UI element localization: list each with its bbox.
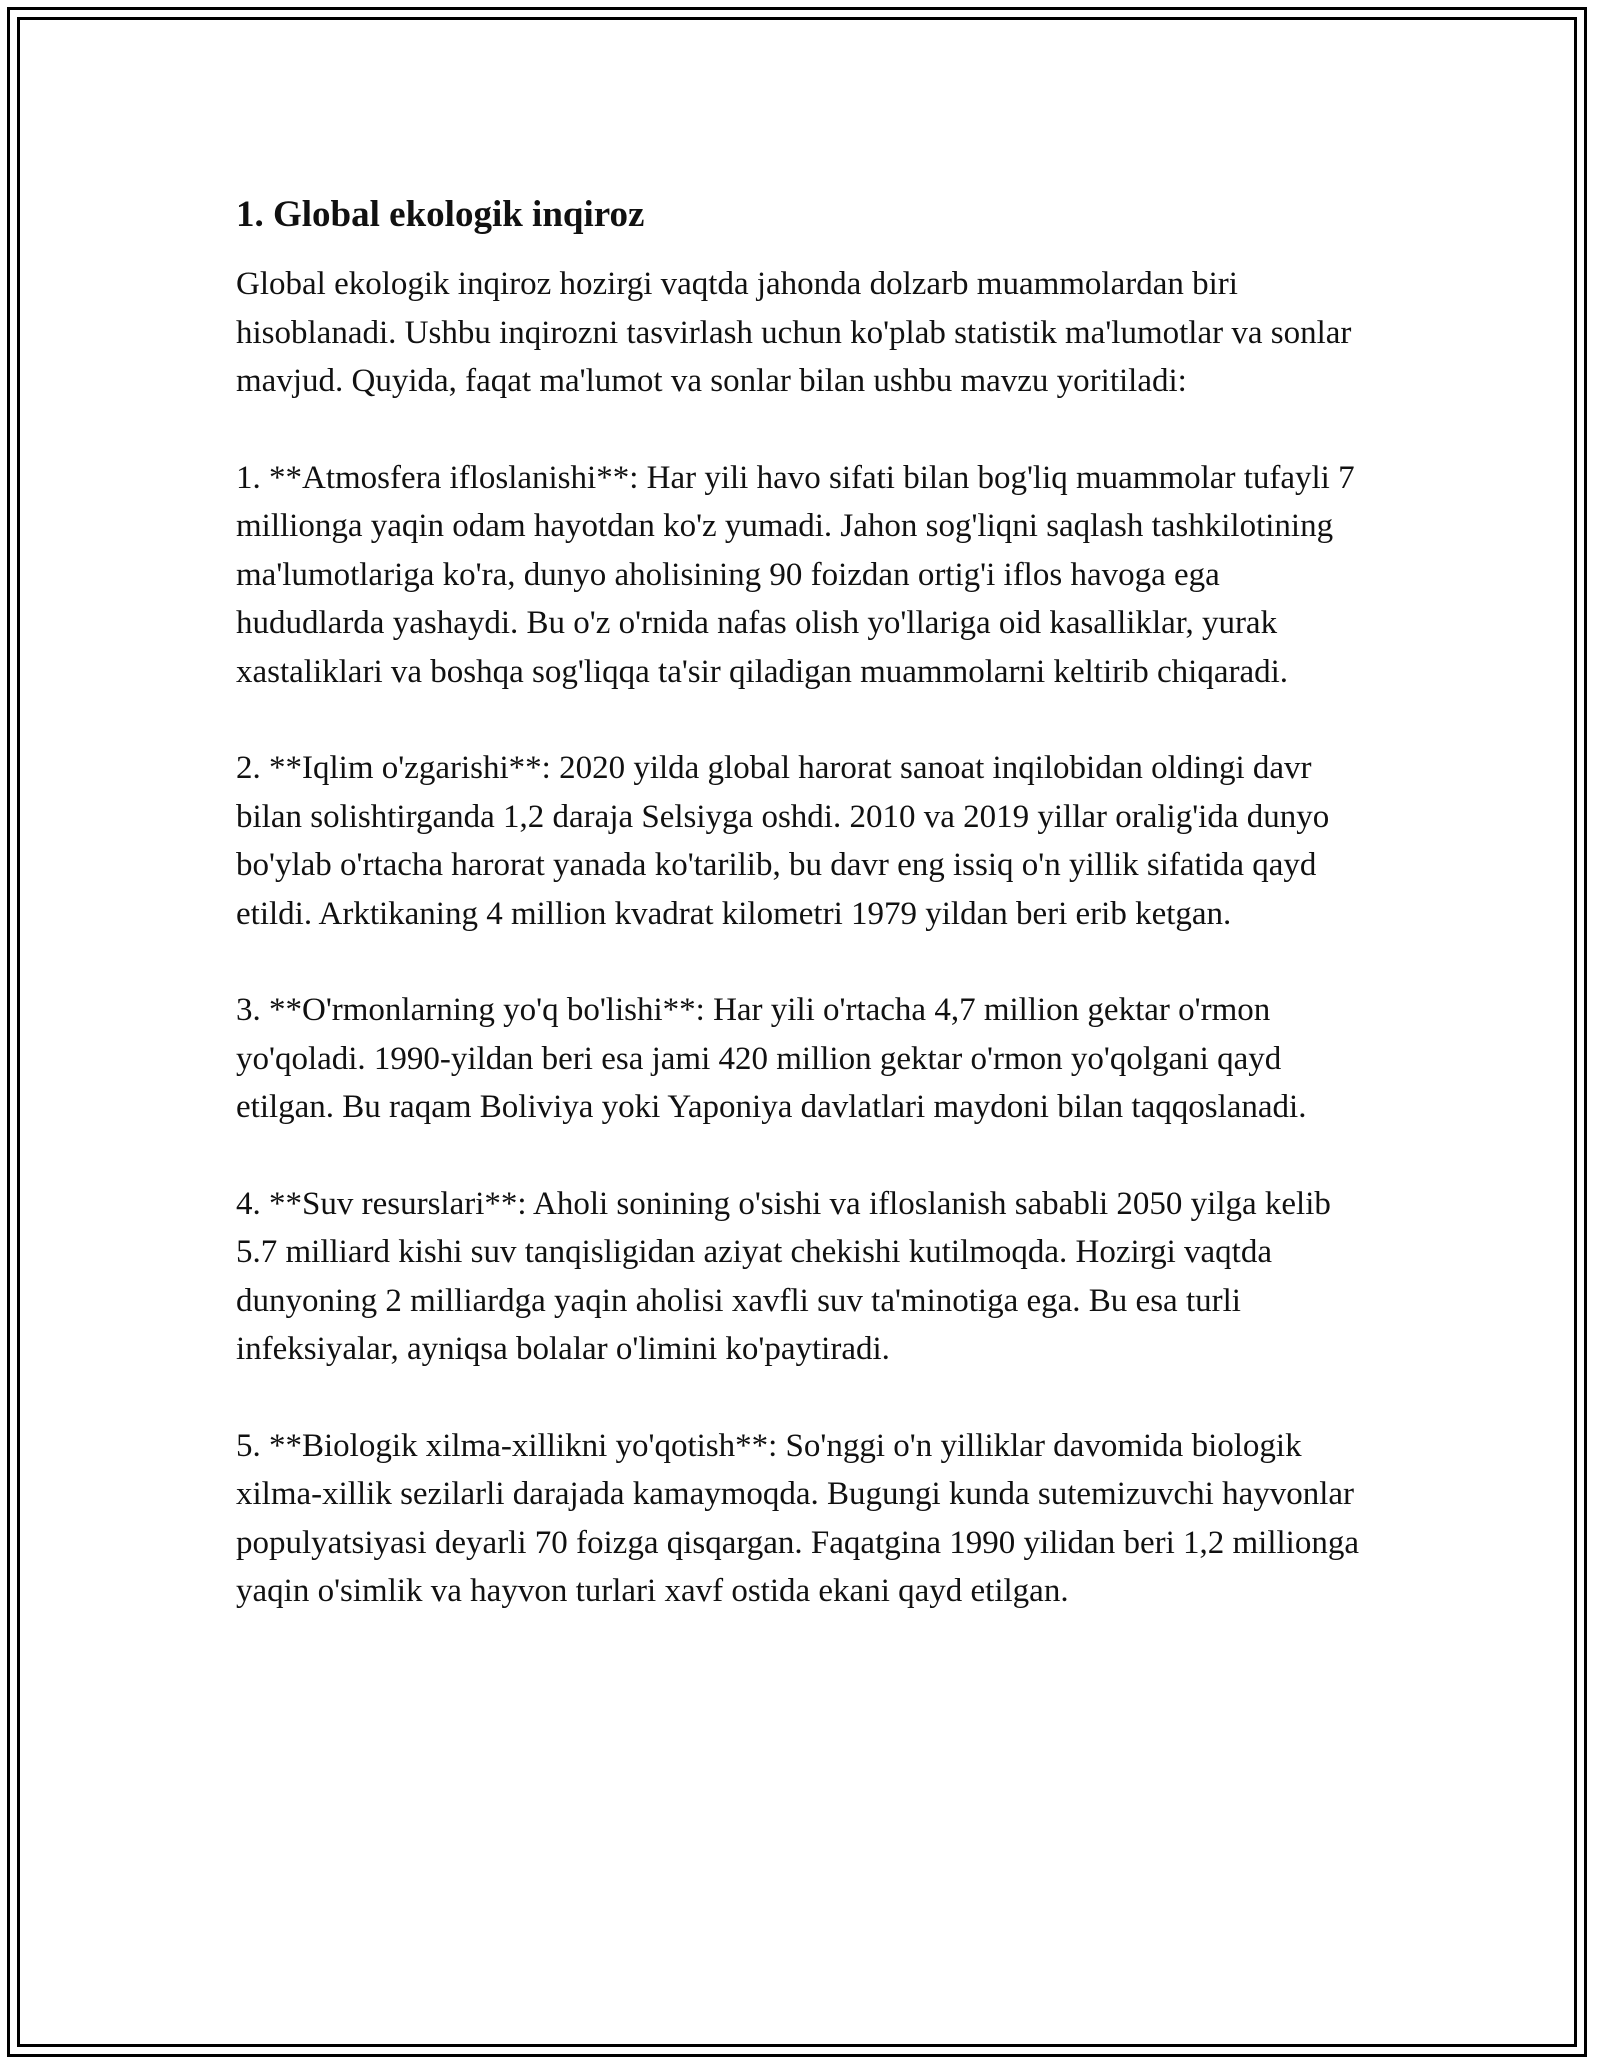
paragraph-deforestation: 3. **O'rmonlarning yo'q bo'lishi**: Har yili o'rtacha 4,7 million gektar o'rmon yo'qoladi. 1990-yildan beri esa jami 420 million gektar o'rmon yo'qolgani qayd etilgan. Bu raqam Boliviya yoki Yaponiya davlatlari maydoni bilan taqqoslanadi.: [236, 992, 1307, 1125]
paragraph-biodiversity-loss: 5. **Biologik xilma-xillikni yo'qotish**: So'nggi o'n yilliklar davomida biologik xilma-xillik sezilarli darajada kamaymoqda. Bugungi kunda sutemizuvchi hayvonlar populyatsiyasi deyarli 70 foizga qisqargan. Faqatgina 1990 yilidan beri 1,2 millionga yaqin o'simlik va hayvon turlari xavf ostida ekani qayd etilgan.: [236, 1427, 1359, 1609]
paragraph-atmosphere-pollution: 1. **Atmosfera ifloslanishi**: Har yili havo sifati bilan bog'liq muammolar tufayli 7 millionga yaqin odam hayotdan ko'z yumadi. Jahon sog'liqni saqlash tashkilotining ma'lumotlariga ko'ra, dunyo aholisining 90 foizdan ortig'i iflos havoga ega hududlarda yashaydi. Bu o'z o'rnida nafas olish yo'llariga oid kasalliklar, yurak xastaliklari va boshqa sog'liqqa ta'sir qiladigan muammolarni keltirib chiqaradi.: [236, 459, 1355, 690]
paragraph-climate-change: 2. **Iqlim o'zgarishi**: 2020 yilda global harorat sanoat inqilobidan oldingi davr bilan solishtirganda 1,2 daraja Selsiyga oshdi. 2010 va 2019 yillar oralig'ida dunyo bo'ylab o'rtacha harorat yanada ko'tarilib, bu davr eng issiq o'n yillik sifatida qayd etildi. Arktikaning 4 million kvadrat kilometri 1979 yildan beri erib ketgan.: [236, 750, 1330, 932]
document-body: [236, 190, 1366, 1616]
paragraph-water-resources: 4. **Suv resurslari**: Aholi sonining o'sishi va ifloslanish sababli 2050 yilga kelib 5.7 milliard kishi suv tanqisligidan aziyat chekishi kutilmoqda. Hozirgi vaqtda dunyoning 2 milliardga yaqin aholisi xavfli suv ta'minotiga ega. Bu esa turli infeksiyalar, ayniqsa bolalar o'limini ko'paytiradi.: [236, 1185, 1331, 1367]
intro-paragraph: Global ekologik inqiroz hozirgi vaqtda jahonda dolzarb muammolardan biri hisoblanadi. Ushbu inqirozni tasvirlash uchun ko'plab statistik ma'lumotlar va sonlar mavjud. Quyida, faqat ma'lumot va sonlar bilan ushbu mavzu yoritiladi:: [236, 266, 1352, 399]
document-title: 1. Global ekologik inqiroz: [236, 194, 645, 235]
